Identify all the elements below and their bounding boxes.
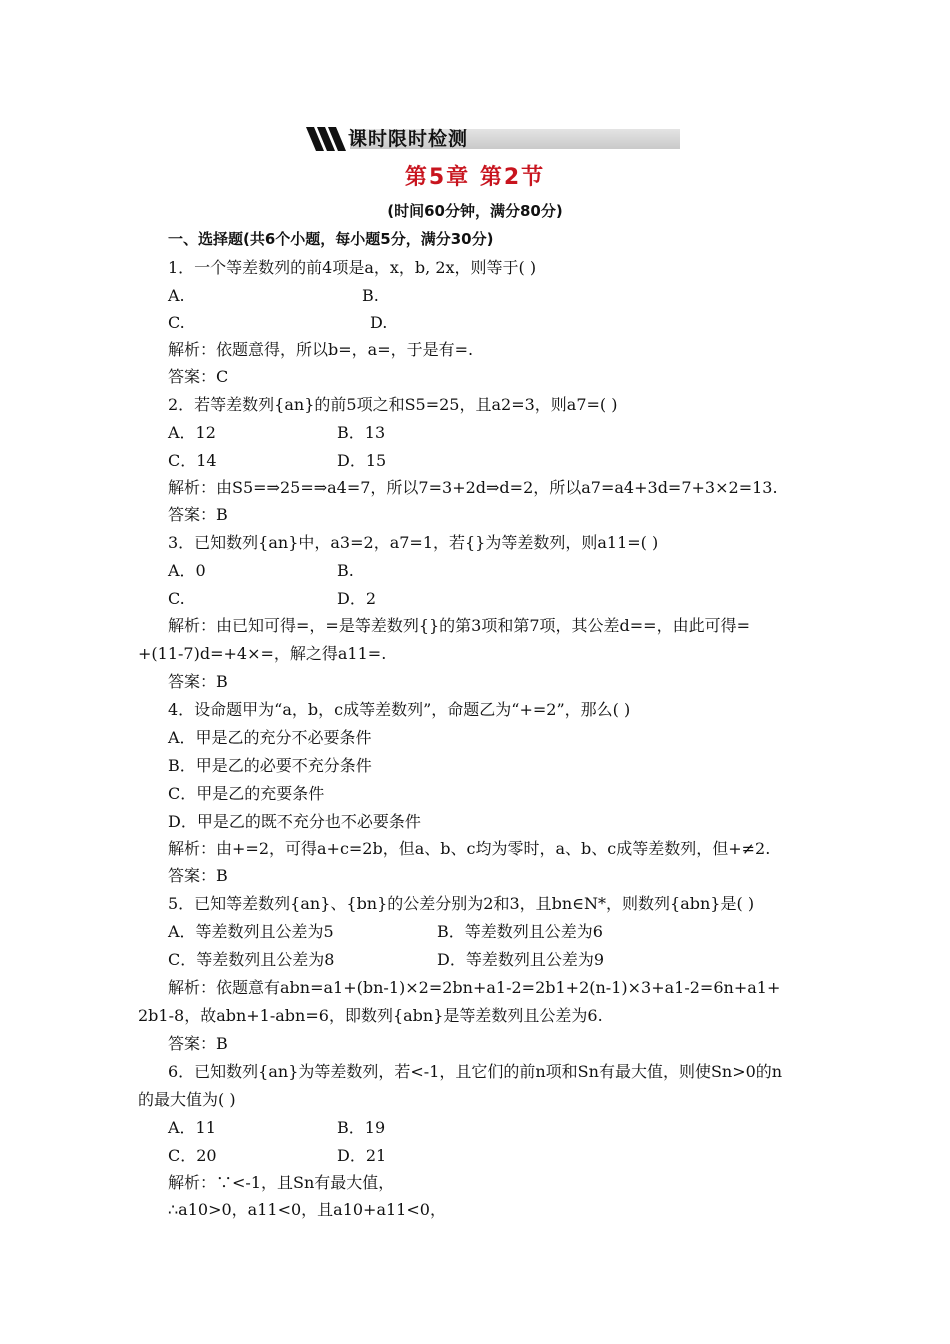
text-line: C. [168, 313, 185, 332]
time-info: (时间60分钟，满分80分) [387, 202, 563, 220]
text-line: A．0 [168, 561, 206, 580]
text-line: D．甲是乙的既不充分也不必要条件 [168, 812, 421, 831]
text-line: C．20 [168, 1146, 217, 1165]
text-line: C．14 [168, 451, 217, 470]
text-line: B．19 [337, 1118, 386, 1137]
text-line: B．13 [337, 423, 386, 442]
text-line: 答案：B [168, 672, 228, 691]
text-line: D．等差数列且公差为9 [437, 950, 605, 969]
text-line: D．21 [337, 1146, 387, 1165]
text-line: 解析：由已知可得=，=是等差数列{}的第3项和第7项，其公差d==，由此可得= [168, 616, 750, 635]
section-banner [306, 127, 680, 151]
section-title: 一、选择题(共6个小题，每小题5分，满分30分) [168, 230, 494, 248]
text-line: ∴a10>0，a11<0，且a10+a11<0， [168, 1200, 446, 1219]
text-line: A. [168, 286, 185, 305]
text-line: 答案：B [168, 1034, 228, 1053]
text-line: A．等差数列且公差为5 [168, 922, 334, 941]
text-line: 6．已知数列{an}为等差数列，若<-1，且它们的前n项和Sn有最大值，则使Sn>0的n [168, 1062, 783, 1081]
text-line: 解析：由+=2，可得a+c=2b，但a、b、c均为零时，a、b、c成等差数列，但+≠2. [168, 839, 771, 858]
text-line: 2．若等差数列{an}的前5项之和S5=25，且a2=3，则a7=( ) [168, 395, 618, 414]
text-line: 1．一个等差数列的前4项是a，x，b, 2x，则等于( ) [168, 258, 537, 277]
text-line: B. [337, 561, 354, 580]
text-line: 解析：依题意得，所以b=，a=，于是有=. [168, 340, 474, 359]
text-line: 答案：C [168, 367, 229, 386]
banner-title: 课时限时检测 [348, 128, 469, 150]
chapter-title: 第5章 第2节 [404, 165, 546, 190]
text-line: B. [362, 286, 379, 305]
text-line: 5．已知等差数列{an}、{bn}的公差分别为2和3，且bn∈N*，则数列{abn}是( ) [168, 894, 755, 913]
text-line: A．12 [168, 423, 216, 442]
text-line: 2b1-8，故abn+1-abn=6，即数列{abn}是等差数列且公差为6. [138, 1006, 603, 1025]
text-line: 答案：B [168, 505, 228, 524]
text-line: 4．设命题甲为“a，b，c成等差数列”，命题乙为“+=2”，那么( ) [168, 700, 631, 719]
text-line: 解析：由S5=⇒25=⇒a4=7，所以7=3+2d⇒d=2，所以a7=a4+3d=7+3×2=13. [168, 478, 778, 497]
text-line: B．甲是乙的必要不充分条件 [168, 756, 372, 775]
text-line: D．2 [337, 589, 377, 608]
text-line: D. [370, 313, 388, 332]
text-line: +(11-7)d=+4×=，解之得a11=. [138, 644, 387, 663]
text-line: C．甲是乙的充要条件 [168, 784, 325, 803]
text-line: 的最大值为( ) [138, 1090, 236, 1109]
text-line: D．15 [337, 451, 387, 470]
text-line: A．11 [168, 1118, 216, 1137]
text-line: C．等差数列且公差为8 [168, 950, 335, 969]
text-line: B．等差数列且公差为6 [437, 922, 603, 941]
text-line: 解析：依题意有abn=a1+(bn-1)×2=2bn+a1-2=2b1+2(n-1)×3+a1-2=6n+a1+ [168, 978, 781, 997]
text-line: 3．已知数列{an}中，a3=2，a7=1，若{}为等差数列，则a11=( ) [168, 533, 659, 552]
text-line: 答案：B [168, 866, 228, 885]
text-line: 解析：∵<-1，且Sn有最大值， [168, 1173, 395, 1192]
text-line: A．甲是乙的充分不必要条件 [168, 728, 372, 747]
text-line: C. [168, 589, 185, 608]
